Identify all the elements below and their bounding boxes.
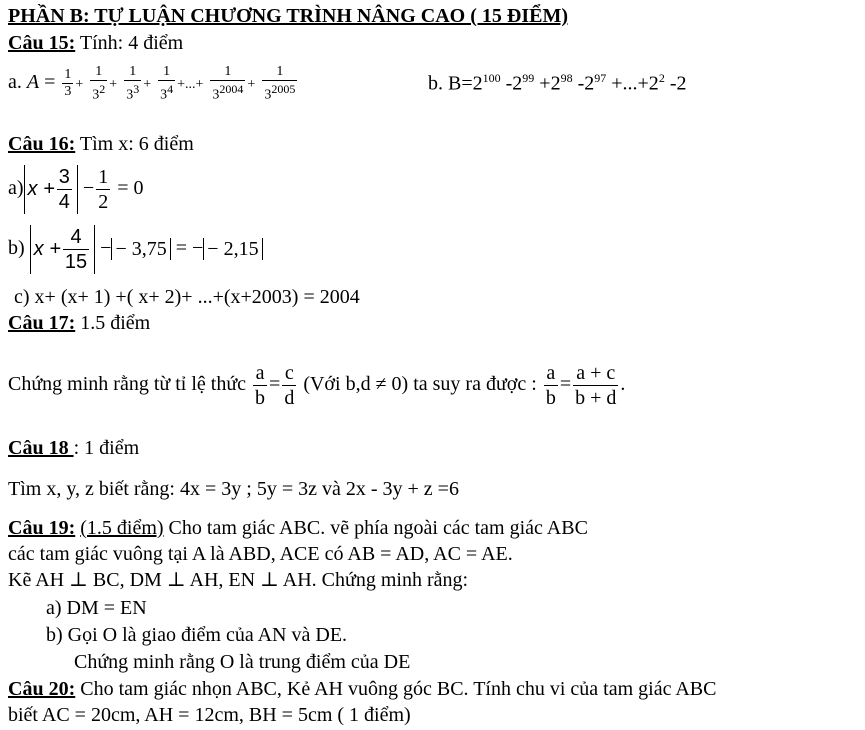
q17-label: Câu 17:	[8, 312, 76, 334]
q19-l3: Kẽ AH ⊥ BC, DM ⊥ AH, EN ⊥ AH. Chứng minh rằng:	[8, 569, 469, 591]
q15-text: Tính: 4 điểm	[75, 32, 184, 54]
q18-text: : 1 điểm	[73, 437, 140, 459]
q15-frac-1: $\frac{1}{3}$	[64, 66, 72, 99]
q16-text: Tìm x: 6 điểm	[75, 133, 194, 155]
q16-b-abs: x + $\frac{4}{15}$	[30, 225, 96, 274]
q16-b-prefix: b)	[8, 237, 30, 259]
q15-a: a. A = $\frac{1}{3}$ + $\frac{1}{3^2}$ + $\frac{1}{3^3}$ + $\frac{1}{3^4}$ +...+ $\frac{1}{3^{2004}}$ + $\frac{1}{3^{2005}}$	[8, 63, 296, 103]
q19-l1: Câu 19: (1.5 điểm) Cho tam giác ABC. vẽ phía ngoài các tam giác ABC	[8, 517, 588, 539]
q16-b: b) x + $\frac{4}{15}$ − − 3,75 = − − 2,15	[8, 220, 263, 276]
q16-a-abs: x + $\frac{3}{4}$	[24, 165, 78, 214]
q15-frac-6: $\frac{1}{3^{2005}}$	[264, 63, 296, 103]
q19-b2: Chứng minh rằng O là trung điểm của DE	[74, 651, 411, 673]
q17-body: Chứng minh rằng từ tỉ lệ thức $\frac{a}{b}$ = $\frac{c}{d}$ (Với b,d ≠ 0) ta suy ra được : $\frac{a}{b}$ = $\frac{a + c}{b + d}$ .	[8, 361, 626, 409]
q15-label: Câu 15:	[8, 32, 76, 54]
q17-text: 1.5 điểm	[75, 312, 151, 334]
q20-l1: Câu 20: Cho tam giác nhọn ABC, Kẻ AH vuông góc BC. Tính chu vi của tam giác ABC	[8, 678, 717, 700]
q15-frac-5: $\frac{1}{3^{2004}}$	[212, 63, 244, 103]
q20-label: Câu 20:	[8, 678, 76, 700]
q17-frac-cd: $\frac{c}{d}$	[284, 361, 295, 409]
q18-label: Câu 18	[8, 437, 74, 459]
q16-a-prefix: a)	[8, 177, 24, 199]
q18-line: Tìm x, y, z biết rằng: 4x = 3y ; 5y = 3z và 2x - 3y + z =6	[8, 478, 459, 500]
q19-l2: các tam giác vuông tại A là ABD, ACE có AB = AD, AC = AE.	[8, 543, 513, 565]
q15-b: b. $B=2^{100}$ $-2^{99} +2^{98}$ $-2^{97} +...+2^2$ -2	[428, 71, 687, 95]
q15-frac-2: $\frac{1}{3^2}$	[92, 63, 106, 103]
q15-a-prefix: a.	[8, 71, 27, 93]
q20-l2: biết AC = 20cm, AH = 12cm, BH = 5cm ( 1 điểm)	[8, 704, 411, 726]
q16-a: a) x + $\frac{3}{4}$ − $\frac{1}{2}$ = 0	[8, 165, 144, 213]
q19-points: (1.5 điểm)	[80, 517, 164, 539]
q17-title	[8, 311, 150, 335]
q17-frac-ab2: $\frac{a}{b}$	[545, 361, 556, 409]
q17-frac-ab: $\frac{a}{b}$	[255, 361, 266, 409]
section-header: PHẦN B: TỰ LUẬN CHƯƠNG TRÌNH NÂNG CAO ( 15 ĐIỂM)	[8, 5, 568, 27]
q18-title	[8, 436, 139, 460]
q19-a: a) DM = EN	[46, 597, 147, 619]
q17-frac-acbd: $\frac{a + c}{b + d}$	[575, 361, 617, 409]
q15-frac-4: $\frac{1}{3^4}$	[160, 63, 174, 103]
q16-c: c) x+ (x+ 1) +( x+ 2)+ ...+(x+2003) = 2004	[14, 286, 360, 308]
q15-a-eq: =	[39, 71, 61, 93]
q19-label: Câu 19:	[8, 517, 76, 539]
q15-title	[8, 31, 183, 55]
q19-b: b) Gọi O là giao điểm của AN và DE.	[46, 624, 348, 646]
q16-title	[8, 132, 194, 156]
q16-label: Câu 16:	[8, 133, 76, 155]
q15-frac-3: $\frac{1}{3^3}$	[126, 63, 140, 103]
q15-a-var: A	[26, 71, 40, 93]
